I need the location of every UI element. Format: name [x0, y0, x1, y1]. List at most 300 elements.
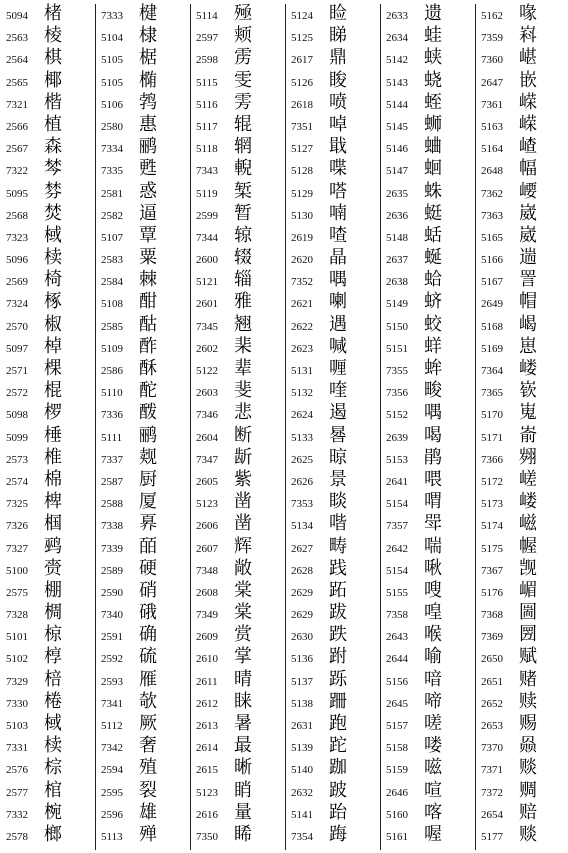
hanzi-character: 蛳: [424, 113, 442, 135]
hanzi-character: 跋: [329, 602, 347, 624]
code-number: 2608: [196, 586, 218, 599]
hanzi-character: 雳: [234, 47, 252, 69]
hanzi-character: 棕: [44, 757, 62, 779]
hanzi-character: 植: [44, 113, 62, 135]
hanzi-character: 嗒: [329, 180, 347, 202]
hanzi-character: 喃: [329, 202, 347, 224]
table-row: [192, 381, 285, 403]
hanzi-character: 睇: [329, 25, 347, 47]
hanzi-character: 雄: [139, 801, 157, 823]
code-number: 7349: [196, 609, 218, 622]
code-number: 5121: [196, 276, 218, 289]
code-number: 7338: [101, 520, 123, 533]
table-row: [2, 71, 95, 93]
hanzi-character: 椎: [44, 446, 62, 468]
table-row: [287, 736, 380, 758]
code-number: 5153: [386, 453, 408, 466]
table-row: [192, 226, 285, 248]
hanzi-character: 輗: [234, 158, 252, 180]
table-row: [382, 159, 475, 181]
hanzi-character: 赑: [519, 735, 537, 757]
code-number: 5157: [386, 720, 408, 732]
hanzi-character: 跛: [329, 779, 347, 801]
table-row: [97, 559, 190, 581]
table-row: [382, 359, 475, 381]
code-number: 7326: [6, 520, 28, 533]
hanzi-character: 喧: [424, 779, 442, 801]
code-number: 2616: [196, 808, 218, 821]
table-row: [97, 537, 190, 559]
hanzi-character: 赒: [519, 779, 537, 801]
hanzi-character: 鹁: [139, 91, 157, 113]
code-number: 7323: [6, 231, 28, 244]
table-row: [97, 825, 190, 847]
code-number: 2598: [196, 54, 218, 67]
code-number: 5142: [386, 54, 408, 67]
code-number: 5166: [481, 254, 503, 267]
code-number: 2570: [6, 320, 28, 333]
table-row: [477, 48, 568, 70]
hanzi-character: 嵛: [519, 424, 537, 446]
code-number: 2631: [291, 720, 313, 732]
table-row: [477, 204, 568, 226]
hanzi-character: 悲: [234, 402, 252, 424]
table-row: [382, 403, 475, 425]
table-row: [287, 115, 380, 137]
hanzi-character: 崴: [519, 224, 537, 246]
hanzi-character: 践: [329, 557, 347, 579]
table-row: [2, 182, 95, 204]
hanzi-character: 帽: [519, 291, 537, 313]
table-row: [382, 470, 475, 492]
hanzi-character: 辊: [234, 113, 252, 135]
code-number: 5139: [291, 742, 313, 755]
code-number: 7372: [481, 786, 503, 799]
table-row: [287, 448, 380, 470]
table-row: [97, 758, 190, 780]
table-row: [477, 581, 568, 603]
hanzi-character: 斐: [234, 380, 252, 402]
code-number: 2654: [481, 808, 503, 821]
hanzi-character: 棠: [234, 579, 252, 601]
hanzi-character: 棼: [44, 180, 62, 202]
table-row: [2, 581, 95, 603]
code-number: 2645: [386, 697, 408, 710]
code-number: 2621: [291, 298, 313, 311]
table-row: [192, 714, 285, 736]
hanzi-character: 棋: [44, 47, 62, 69]
table-row: [382, 337, 475, 359]
table-row: [382, 292, 475, 314]
table-row: [97, 448, 190, 470]
hanzi-character: 殛: [234, 3, 252, 24]
table-row: [97, 248, 190, 270]
table-row: [97, 137, 190, 159]
table-row: [287, 670, 380, 692]
table-row: [287, 26, 380, 48]
table-row: [382, 315, 475, 337]
hanzi-character: 嵘: [519, 113, 537, 135]
hanzi-character: 硪: [139, 602, 157, 624]
code-number: 5104: [101, 32, 123, 45]
code-number: 5136: [291, 653, 313, 666]
hanzi-character: 楗: [139, 3, 157, 24]
hanzi-character: 椠: [234, 180, 252, 202]
table-row: [477, 781, 568, 803]
code-number: 2647: [481, 76, 503, 89]
code-number: 7369: [481, 631, 503, 644]
code-number: 2618: [291, 98, 313, 111]
hanzi-character: 崽: [519, 335, 537, 357]
code-number: 7357: [386, 520, 408, 533]
table-row: [287, 758, 380, 780]
table-row: [382, 26, 475, 48]
table-row: [192, 647, 285, 669]
code-number: 5167: [481, 276, 503, 289]
hanzi-character: 鹂: [139, 136, 157, 158]
table-row: [97, 781, 190, 803]
hanzi-character: 嵋: [519, 579, 537, 601]
table-row: [97, 115, 190, 137]
table-row: [477, 736, 568, 758]
table-row: [477, 93, 568, 115]
hanzi-character: 酦: [139, 402, 157, 424]
hanzi-character: 喁: [424, 402, 442, 424]
code-number: 5160: [386, 808, 408, 821]
table-row: [382, 670, 475, 692]
hanzi-character: 暑: [234, 713, 252, 734]
table-row: [97, 492, 190, 514]
table-row: [192, 514, 285, 536]
hanzi-character: 确: [139, 624, 157, 646]
code-number: 2572: [6, 387, 28, 400]
table-row: [287, 292, 380, 314]
hanzi-character: 嵁: [519, 47, 537, 69]
table-row: [2, 137, 95, 159]
hanzi-character: 晴: [234, 668, 252, 690]
code-number: 2629: [291, 586, 313, 599]
hanzi-character: 棰: [44, 424, 62, 446]
table-row: [97, 182, 190, 204]
code-number: 7365: [481, 387, 503, 400]
code-number: 2634: [386, 32, 408, 45]
code-number: 5102: [6, 653, 28, 666]
hanzi-character: 凿: [234, 513, 252, 535]
code-number: 7348: [196, 564, 218, 577]
hanzi-character: 棠: [234, 602, 252, 624]
hanzi-character: 觊: [519, 557, 537, 579]
table-row: [477, 248, 568, 270]
hanzi-character: 睃: [329, 69, 347, 91]
code-number: 2563: [6, 32, 28, 45]
table-row: [287, 71, 380, 93]
code-number: 2604: [196, 431, 218, 444]
hanzi-character: 椒: [44, 313, 62, 335]
code-number: 2595: [101, 786, 123, 799]
code-number: 2605: [196, 475, 218, 488]
table-row: [97, 581, 190, 603]
code-number: 2642: [386, 542, 408, 555]
code-number: 7354: [291, 830, 313, 843]
code-number: 5152: [386, 409, 408, 422]
table-row: [477, 26, 568, 48]
code-number: 5141: [291, 808, 313, 821]
table-row: [287, 581, 380, 603]
code-number: 5130: [291, 209, 313, 222]
table-row: [192, 625, 285, 647]
table-row: [287, 182, 380, 204]
table-row: [287, 204, 380, 226]
hanzi-character: 遇: [329, 313, 347, 335]
code-number: 5170: [481, 409, 503, 422]
hanzi-character: 赕: [519, 823, 537, 845]
code-number: 5129: [291, 187, 313, 200]
code-number: 7353: [291, 498, 313, 511]
table-row: [192, 48, 285, 70]
code-number: 5097: [6, 342, 28, 355]
hanzi-character: 踇: [329, 823, 347, 845]
table-row: [2, 692, 95, 714]
table-row: [477, 4, 568, 26]
table-row: [97, 692, 190, 714]
hanzi-character: 喹: [329, 380, 347, 402]
hanzi-character: 嵑: [519, 313, 537, 335]
hanzi-character: 喋: [329, 158, 347, 180]
table-row: [382, 93, 475, 115]
hanzi-character: 棽: [44, 158, 62, 180]
hanzi-character: 皕: [139, 535, 157, 557]
code-number: 5168: [481, 320, 503, 333]
code-number: 2593: [101, 675, 123, 688]
table-row: [382, 182, 475, 204]
code-number: 2574: [6, 475, 28, 488]
code-number: 2624: [291, 409, 313, 422]
table-row: [2, 426, 95, 448]
table-row: [2, 4, 95, 26]
code-number: 2612: [196, 697, 218, 710]
table-row: [2, 781, 95, 803]
table-row: [2, 292, 95, 314]
code-number: 5124: [291, 10, 313, 22]
hanzi-character: 焚: [44, 202, 62, 224]
hanzi-character: 蛞: [424, 224, 442, 246]
code-number: 5156: [386, 675, 408, 688]
code-number: 2623: [291, 342, 313, 355]
hanzi-character: 嗞: [424, 757, 442, 779]
code-number: 2577: [6, 786, 28, 799]
table-row: [287, 825, 380, 847]
table-row: [2, 758, 95, 780]
code-number: 2615: [196, 764, 218, 777]
hanzi-character: 辌: [234, 224, 252, 246]
code-number: 5146: [386, 143, 408, 156]
code-number: 7330: [6, 697, 28, 710]
hanzi-character: 棱: [44, 25, 62, 47]
code-number: 5173: [481, 498, 503, 511]
hanzi-character: 棣: [139, 25, 157, 47]
hanzi-character: 圐: [519, 624, 537, 646]
table-row: [2, 270, 95, 292]
code-number: 5147: [386, 165, 408, 178]
code-number: 5155: [386, 586, 408, 599]
table-row: [477, 692, 568, 714]
code-number: 5111: [101, 431, 123, 444]
table-row: [192, 182, 285, 204]
code-number: 2599: [196, 209, 218, 222]
code-number: 5108: [101, 298, 123, 311]
code-number: 7360: [481, 54, 503, 67]
table-row: [192, 758, 285, 780]
hanzi-character: 断: [234, 424, 252, 446]
code-number: 5106: [101, 98, 123, 111]
code-number: 2600: [196, 254, 218, 267]
code-number: 2650: [481, 653, 503, 666]
code-number: 7331: [6, 742, 28, 755]
table-row: [477, 381, 568, 403]
hanzi-character: 掌: [234, 646, 252, 668]
hanzi-character: 棫: [44, 224, 62, 246]
table-row: [2, 315, 95, 337]
table-row: [192, 825, 285, 847]
table-row: [192, 270, 285, 292]
hanzi-character: 蛲: [424, 69, 442, 91]
hanzi-character: 覃: [139, 224, 157, 246]
code-number: 2617: [291, 54, 313, 67]
code-number: 5123: [196, 786, 218, 799]
code-number: 2641: [386, 475, 408, 488]
code-number: 5103: [6, 720, 28, 732]
hanzi-character: 椟: [44, 247, 62, 269]
hanzi-character: 椐: [139, 47, 157, 69]
table-row: [192, 781, 285, 803]
hanzi-character: 椁: [44, 646, 62, 668]
table-row: [97, 315, 190, 337]
code-number: 5096: [6, 254, 28, 267]
table-row: [477, 403, 568, 425]
table-row: [477, 226, 568, 248]
table-row: [287, 714, 380, 736]
table-row: [382, 647, 475, 669]
code-number: 7355: [386, 365, 408, 377]
code-number: 2636: [386, 209, 408, 222]
table-column: [97, 4, 191, 850]
hanzi-character: 嵚: [519, 380, 537, 402]
code-number: 5137: [291, 675, 313, 688]
code-number: 5107: [101, 231, 123, 244]
code-number: 2633: [386, 10, 408, 22]
code-number: 7322: [6, 165, 28, 178]
hanzi-character: 圌: [519, 602, 537, 624]
hanzi-character: 椭: [139, 69, 157, 91]
code-number: 7336: [101, 409, 123, 422]
code-number: 5174: [481, 520, 503, 533]
table-row: [192, 292, 285, 314]
hanzi-character: 椓: [44, 291, 62, 313]
code-number: 5110: [101, 387, 123, 400]
hanzi-character: 鹃: [424, 446, 442, 468]
code-number: 5149: [386, 298, 408, 311]
table-row: [287, 692, 380, 714]
table-row: [477, 825, 568, 847]
table-row: [2, 48, 95, 70]
table-row: [287, 137, 380, 159]
table-row: [97, 270, 190, 292]
code-number: 7364: [481, 365, 503, 377]
hanzi-character: 奢: [139, 735, 157, 757]
hanzi-character: 嵝: [519, 491, 537, 513]
hanzi-character: 晶: [329, 247, 347, 269]
table-row: [2, 403, 95, 425]
hanzi-character: 睎: [234, 823, 252, 845]
code-number: 5163: [481, 120, 503, 133]
hanzi-character: 雁: [139, 668, 157, 690]
code-number: 7350: [196, 830, 218, 843]
table-row: [382, 226, 475, 248]
hanzi-character: 厨: [139, 468, 157, 490]
code-number: 5095: [6, 187, 28, 200]
table-row: [382, 448, 475, 470]
code-number: 5161: [386, 830, 408, 843]
hanzi-character: 量: [234, 801, 252, 823]
code-number: 7328: [6, 609, 28, 622]
hanzi-character: 蜒: [424, 247, 442, 269]
hanzi-character: 翘: [234, 313, 252, 335]
table-row: [287, 559, 380, 581]
hanzi-character: 嵘: [519, 91, 537, 113]
code-number: 5140: [291, 764, 313, 777]
code-number: 2611: [196, 675, 218, 688]
table-row: [382, 492, 475, 514]
table-row: [192, 337, 285, 359]
table-row: [477, 426, 568, 448]
hanzi-character: 喝: [424, 424, 442, 446]
table-row: [97, 26, 190, 48]
hanzi-character: 殚: [139, 823, 157, 845]
table-row: [2, 492, 95, 514]
hanzi-character: 硫: [139, 646, 157, 668]
hanzi-character: 紫: [234, 468, 252, 490]
code-number: 5118: [196, 143, 218, 156]
table-row: [382, 581, 475, 603]
hanzi-character: 敞: [234, 557, 252, 579]
hanzi-character: 喤: [424, 602, 442, 624]
hanzi-character: 椆: [44, 602, 62, 624]
code-number: 2644: [386, 653, 408, 666]
hanzi-character: 跗: [329, 646, 347, 668]
table-row: [477, 315, 568, 337]
table-row: [2, 625, 95, 647]
code-number: 7333: [101, 10, 123, 22]
hanzi-character: 喔: [424, 823, 442, 845]
hanzi-character: 棐: [234, 335, 252, 357]
code-number: 2607: [196, 542, 218, 555]
table-row: [2, 714, 95, 736]
hanzi-character: 粟: [139, 247, 157, 269]
table-row: [382, 625, 475, 647]
code-number: 2582: [101, 209, 123, 222]
table-row: [382, 248, 475, 270]
table-row: [477, 270, 568, 292]
hanzi-character: 逼: [139, 202, 157, 224]
table-row: [97, 381, 190, 403]
code-number: 2626: [291, 475, 313, 488]
code-number: 7324: [6, 298, 28, 311]
hanzi-character: 酥: [139, 358, 157, 379]
hanzi-character: 崾: [519, 180, 537, 202]
code-number: 5171: [481, 431, 503, 444]
code-number: 7327: [6, 542, 28, 555]
table-row: [97, 736, 190, 758]
